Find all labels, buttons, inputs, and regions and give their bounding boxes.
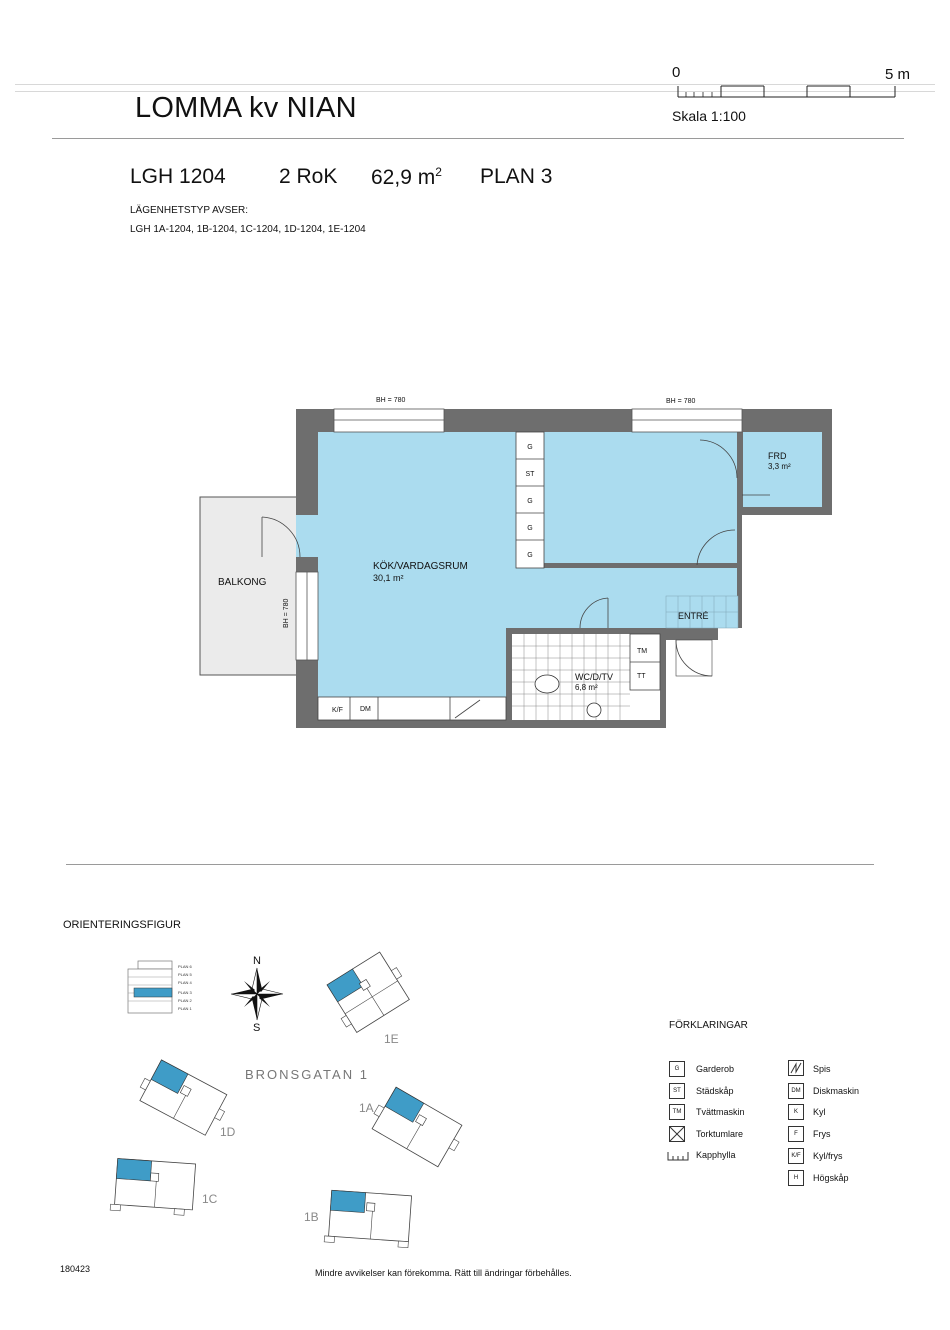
middle-divider [66, 864, 874, 865]
stove-icon [788, 1060, 804, 1076]
legend-dm-box: DM [788, 1083, 804, 1099]
apartment-plan: PLAN 3 [480, 165, 553, 188]
building-1b [298, 1185, 423, 1255]
legend-f-box: F [788, 1126, 804, 1142]
building-1d [132, 1058, 242, 1143]
plan-2: PLAN 2 [178, 998, 192, 1003]
bh-side: BH = 780 [283, 598, 290, 628]
scale-end: 5 m [885, 66, 911, 83]
type-label: LÄGENHETSTYP AVSER: [130, 205, 249, 216]
entre-label: ENTRÉ [678, 611, 709, 621]
legend-g-box: G [669, 1061, 685, 1077]
frd-name: FRD [768, 451, 787, 461]
current-floor-marker [134, 988, 172, 997]
legend-k-box: K [788, 1104, 804, 1120]
kf-label: K/F [332, 707, 343, 714]
street-name: BRONSGATAN 1 [245, 1067, 369, 1082]
footer-date: 180423 [60, 1264, 91, 1274]
plan-4: PLAN 4 [178, 980, 192, 985]
wardrobe-code-5: G [527, 552, 533, 559]
kitchen-living-name: KÖK/VARDAGSRUM [373, 561, 468, 572]
apartment-rooms: 2 RoK [279, 165, 338, 188]
legend-stadskap: Städskåp [696, 1086, 734, 1096]
legend-torktumlare: Torktumlare [696, 1129, 744, 1139]
legend-h-box: H [788, 1170, 804, 1186]
wardrobe-code-3: G [527, 498, 533, 505]
dm-label: DM [360, 706, 371, 713]
floor-plan [195, 390, 845, 740]
wardrobe-code-2: ST [525, 471, 535, 478]
building-1a-label: 1A [359, 1101, 374, 1115]
plan-5: PLAN 5 [178, 972, 192, 977]
type-list: LGH 1A-1204, 1B-1204, 1C-1204, 1D-1204, 1E-1204 [130, 224, 366, 235]
orientation-title: ORIENTERINGSFIGUR [63, 919, 181, 931]
compass-s: S [253, 1022, 261, 1034]
balcony-label: BALKONG [218, 577, 267, 588]
bh-top-right: BH = 780 [666, 398, 696, 405]
building-1d-label: 1D [220, 1125, 236, 1139]
legend-diskmaskin: Diskmaskin [813, 1086, 860, 1096]
building-1c [102, 1155, 222, 1225]
legend-kapphylla: Kapphylla [696, 1150, 736, 1160]
legend-garderob: Garderob [696, 1064, 735, 1074]
building-1a [355, 1085, 470, 1170]
legend-tm-box: TM [669, 1104, 685, 1120]
wardrobe-code-4: G [527, 525, 533, 532]
footer-note: Mindre avvikelser kan förekomma. Rätt till ändringar förbehålles. [315, 1268, 572, 1278]
tumble-dryer-icon [669, 1126, 685, 1142]
apartment-number: LGH 1204 [130, 165, 226, 188]
apartment-area [371, 165, 442, 190]
building-1e-label: 1E [384, 1032, 399, 1046]
apartment-area-value: 62,9 m [371, 166, 436, 189]
legend-st-box: ST [669, 1083, 685, 1099]
building-1b-label: 1B [304, 1210, 319, 1224]
legend-tvattmaskin: Tvättmaskin [696, 1107, 745, 1117]
compass [226, 950, 288, 1036]
legend-kylfrys: Kyl/frys [813, 1151, 843, 1161]
legend-hogskap: Högskåp [813, 1173, 849, 1183]
frd-area: 3,3 m² [768, 462, 791, 471]
legend-kf-box: K/F [788, 1148, 804, 1164]
header-divider [52, 138, 904, 139]
apartment-area-sup: 2 [435, 165, 442, 179]
legend-title: FÖRKLARINGAR [669, 1020, 748, 1031]
scale-start: 0 [672, 64, 681, 81]
bh-top-left: BH = 780 [376, 397, 406, 404]
plan-3: PLAN 3 [178, 990, 192, 995]
bathroom-name: WC/D/TV [575, 672, 613, 682]
building-1c-label: 1C [202, 1192, 218, 1206]
tm-label: TM [637, 648, 648, 655]
coat-rack-icon [667, 1150, 689, 1162]
page-title: LOMMA kv NIAN [135, 92, 357, 124]
tt-label: TT [637, 673, 646, 680]
legend-frys: Frys [813, 1129, 831, 1139]
bathroom-area: 6,8 m² [575, 683, 598, 692]
compass-n: N [253, 955, 261, 967]
wardrobe-code-1: G [527, 444, 533, 451]
legend-spis: Spis [813, 1064, 831, 1074]
plan-6: PLAN 6 [178, 964, 192, 969]
legend-kyl: Kyl [813, 1107, 826, 1117]
scale-label: Skala 1:100 [672, 108, 746, 124]
plan-1: PLAN 1 [178, 1006, 192, 1011]
scale-bar [670, 82, 900, 100]
kitchen-living-area: 30,1 m² [373, 573, 404, 583]
building-1e [318, 942, 418, 1047]
floor-stack [120, 955, 210, 1020]
